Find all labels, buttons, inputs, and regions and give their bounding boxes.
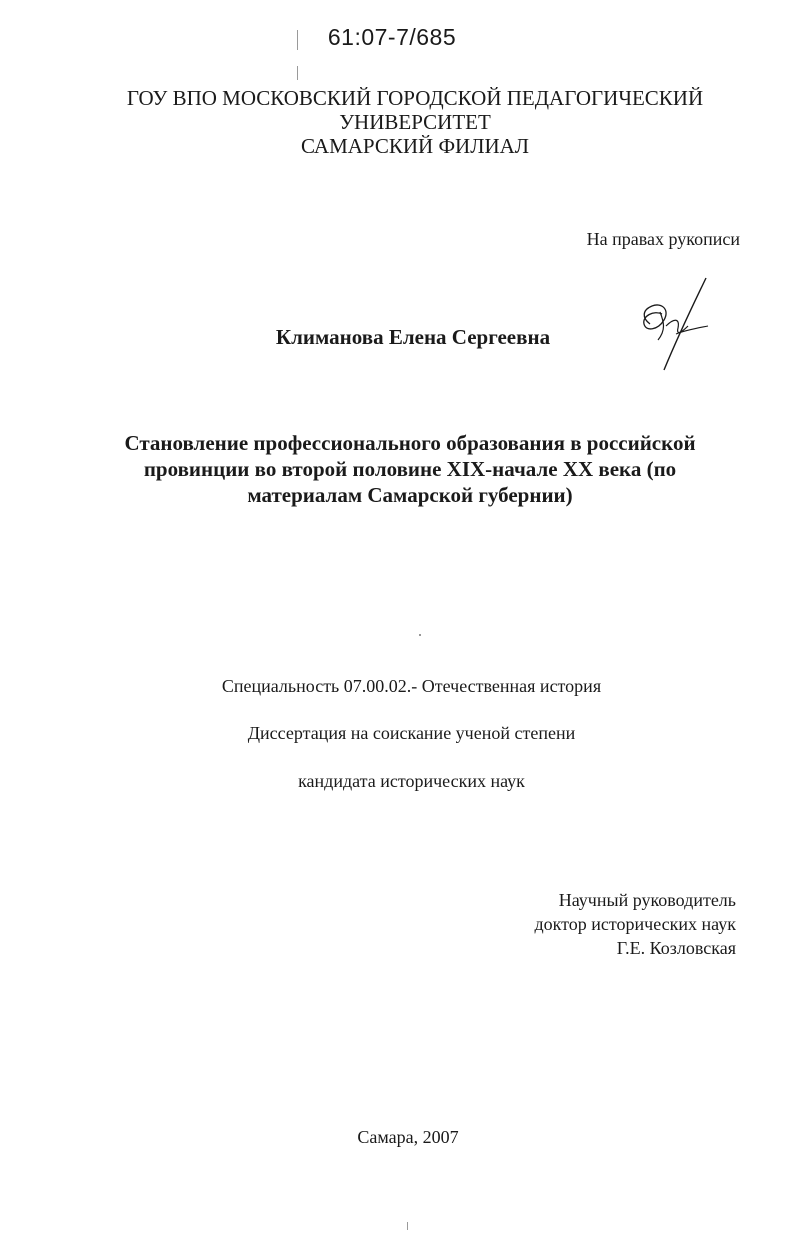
author-name: Климанова Елена Сергеевна: [275, 325, 551, 349]
specialty-line: Специальность 07.00.02.- Отечественная история: [221, 676, 602, 696]
title-line-2: провинции во второй половине XIX-начале XX века (по: [143, 457, 677, 481]
rights-note: На правах рукописи: [586, 229, 740, 249]
supervisor-block: [535, 888, 737, 960]
institution-line-1: ГОУ ВПО МОСКОВСКИЙ ГОРОДСКОЙ ПЕДАГОГИЧЕСКИЙ: [126, 86, 704, 110]
scan-speck: [419, 634, 421, 636]
degree-line: кандидата исторических наук: [298, 771, 525, 791]
supervisor-role: Научный руководитель: [558, 890, 736, 910]
catalog-number: 61:07-7/685: [327, 24, 457, 50]
supervisor-name: Г.Е. Козловская: [616, 938, 736, 958]
signature-image: [636, 274, 716, 374]
scan-mark-bottom: [407, 1222, 408, 1230]
title-line-1: Становление профессионального образования в российской: [124, 431, 696, 455]
dissertation-note: Диссертация на соискание ученой степени: [247, 723, 576, 743]
institution-line-2: УНИВЕРСИТЕТ: [339, 110, 491, 134]
institution-line-3: САМАРСКИЙ ФИЛИАЛ: [300, 134, 530, 158]
city-year: Самара, 2007: [357, 1127, 459, 1147]
scan-mark-top-2: [297, 66, 298, 80]
dissertation-title: [60, 430, 760, 508]
title-line-3: материалам Самарской губернии): [247, 483, 573, 507]
supervisor-rank: доктор исторических наук: [534, 914, 736, 934]
institution-block: [0, 86, 793, 158]
